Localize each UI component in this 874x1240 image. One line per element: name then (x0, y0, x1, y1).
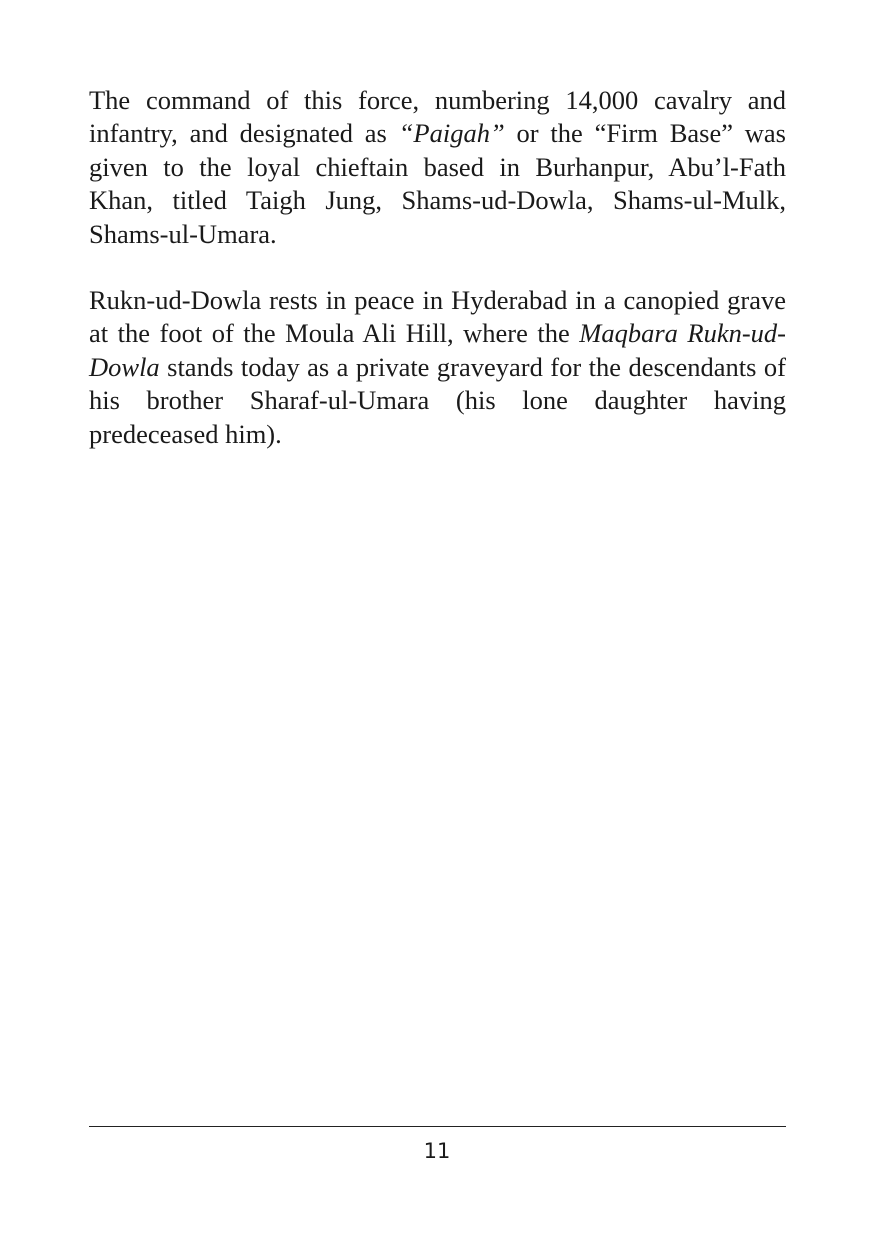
text-segment-italic: “Paigah” (398, 118, 505, 149)
body-text (89, 84, 786, 484)
text-segment: stands today as a private graveyard for the descendants of his brother Sharaf-ul-Umara (his lone daughter having predeceased him). (89, 351, 786, 449)
footer-divider (89, 1126, 786, 1127)
text-segment: or the “Firm Base” was given to the loyal chieftain based in Burhanpur, Abu’l-Fath Khan, titled Taigh Jung, Shams-ud-Dowla, Shams-ul-Mulk, Shams-ul-Umara. (89, 118, 786, 249)
page-number: 11 (423, 1139, 451, 1163)
paragraph-paigah-command (89, 84, 786, 251)
text-segment: Rukn-ud-Dowla rests in peace in Hyderabad in a canopied grave at the foot of the Moula Ali Hill, where the (89, 285, 786, 349)
paragraph-rukn-ud-dowla (89, 284, 786, 451)
text-segment-italic: Maqbara Rukn-ud-Dowla (89, 318, 786, 382)
text-segment: The command of this force, numbering 14,000 cavalry and infantry, and designated as (89, 85, 786, 149)
